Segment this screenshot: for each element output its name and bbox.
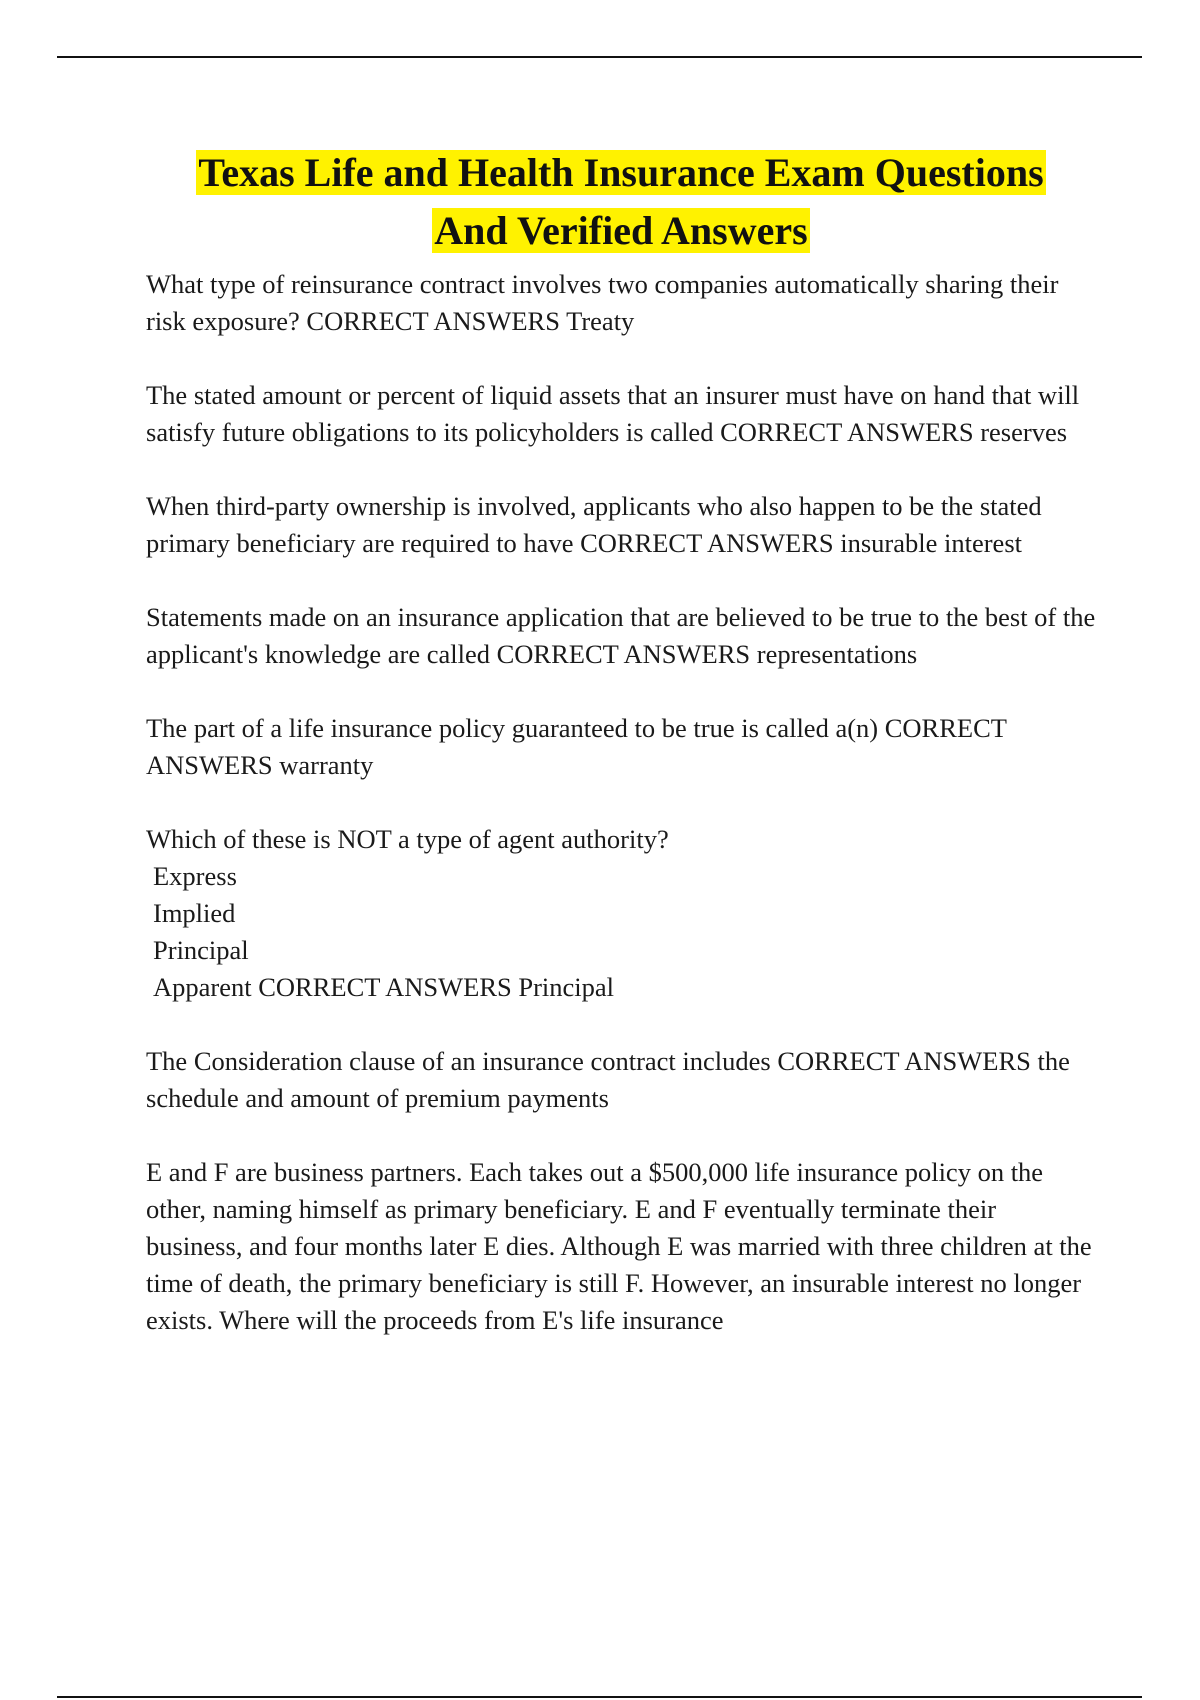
- document-body: [146, 144, 1096, 1376]
- qa-item-2: The stated amount or percent of liquid assets that an insurer must have on hand that will satisfy future obligations to its policyholders is called CORRECT ANSWERS reserves: [146, 380, 1080, 447]
- header-rule: [57, 56, 1142, 58]
- document-title: [146, 144, 1096, 260]
- qa-item-6-question: Which of these is NOT a type of agent authority?: [146, 824, 669, 854]
- title-line-1: Texas Life and Health Insurance Exam Questions: [198, 150, 1044, 195]
- qa-item-6: [146, 821, 1096, 1006]
- qa-item-5: The part of a life insurance policy guaranteed to be true is called a(n) CORRECT ANSWERS warranty: [146, 713, 1007, 780]
- qa-item-4: Statements made on an insurance application that are believed to be true to the best of the applicant's knowledge are called CORRECT ANSWERS representations: [146, 602, 1096, 669]
- qa-item-7: The Consideration clause of an insurance contract includes CORRECT ANSWERS the schedule and amount of premium payments: [146, 1046, 1070, 1113]
- qa-item-3: When third-party ownership is involved, applicants who also happen to be the stated primary beneficiary are required to have CORRECT ANSWERS insurable interest: [146, 491, 1042, 558]
- footer-rule: [57, 1696, 1142, 1698]
- qa-item-6-option-3: Principal: [153, 935, 249, 965]
- qa-item-8: E and F are business partners. Each takes out a $500,000 life insurance policy on the other, naming himself as primary beneficiary. E and F eventually terminate their business, and four months later E dies. Although E was married with three children at the time of death, the primary beneficiary is still F. However, an insurable interest no longer exists. Where will the proceeds from E's life insurance: [146, 1157, 1092, 1335]
- qa-item-6-option-1: Express: [153, 861, 237, 891]
- qa-item-6-option-2: Implied: [153, 898, 236, 928]
- title-line-2: And Verified Answers: [434, 208, 808, 253]
- qa-item-6-option-4: Apparent CORRECT ANSWERS Principal: [153, 972, 615, 1002]
- qa-item-1: What type of reinsurance contract involves two companies automatically sharing their risk exposure? CORRECT ANSWERS Treaty: [146, 269, 1059, 336]
